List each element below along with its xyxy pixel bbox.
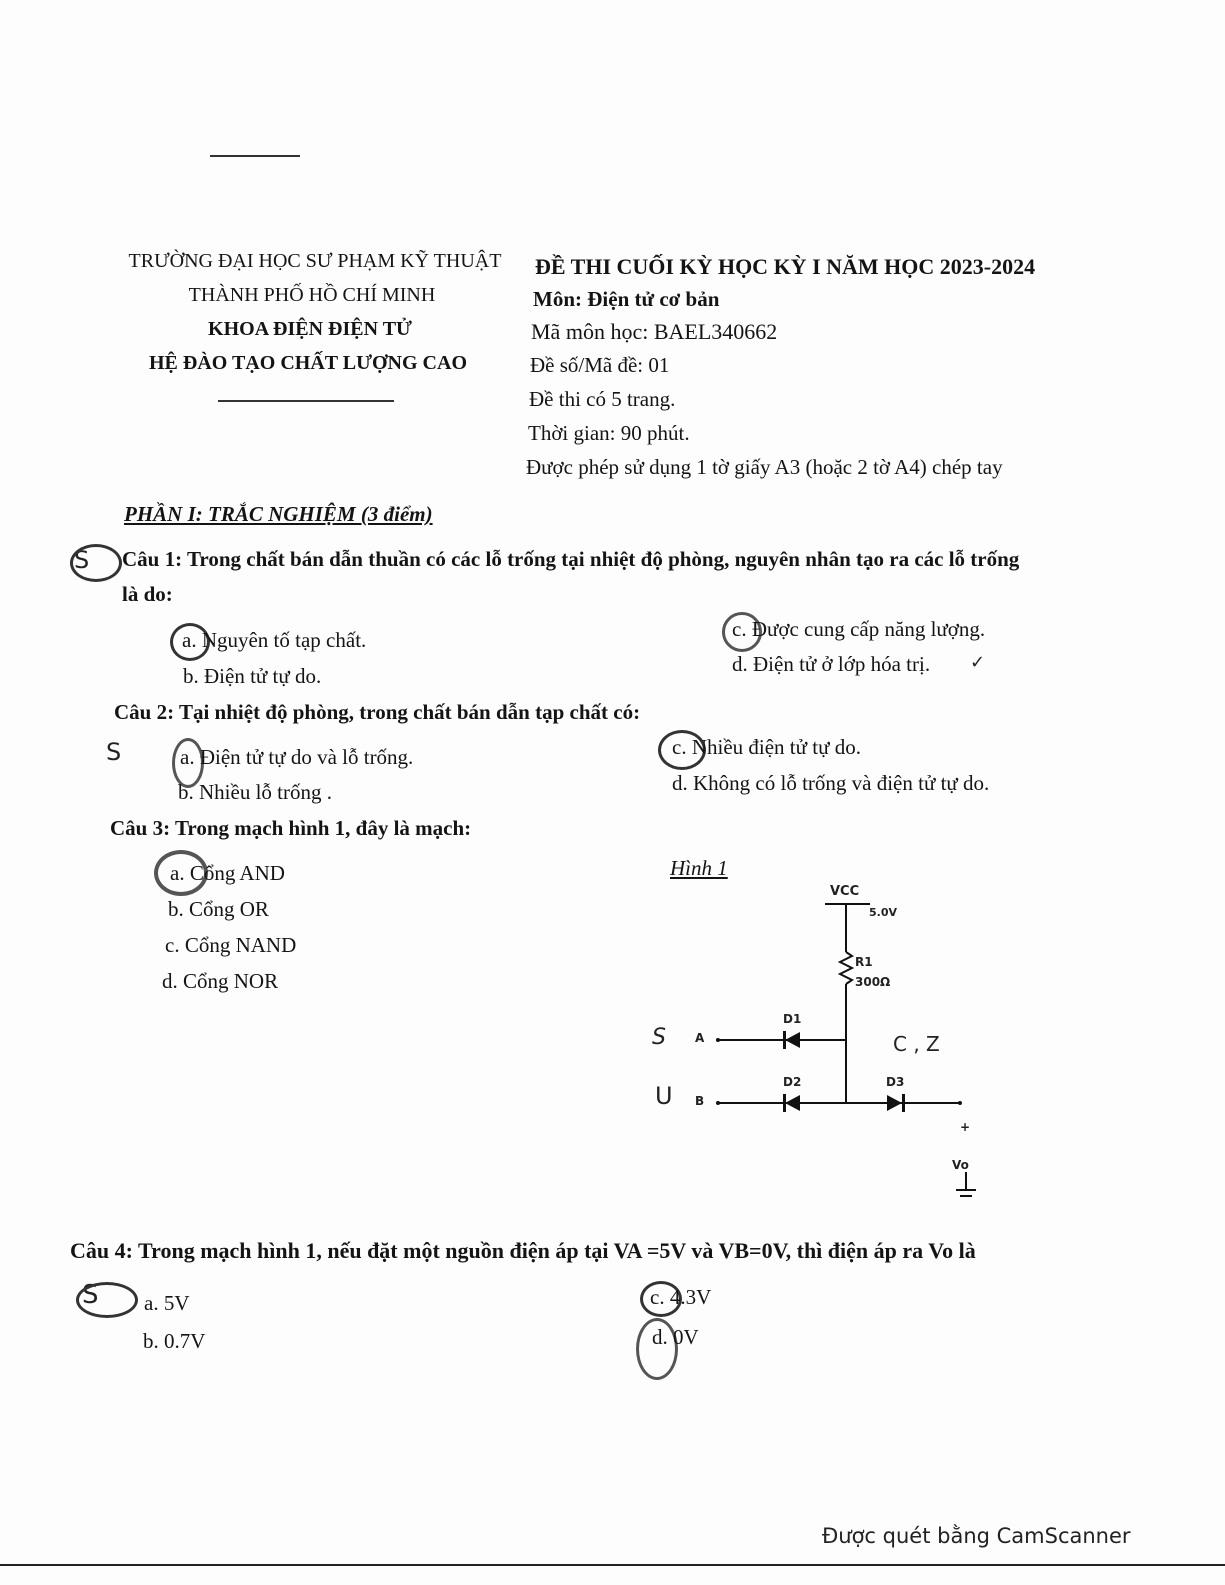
q3-option-b: b. Cổng OR: [168, 897, 269, 921]
q2-option-a: a. Điện tử tự do và lỗ trống.: [180, 745, 414, 769]
handwritten-s: S: [82, 1280, 99, 1310]
q4-option-a: a. 5V: [144, 1291, 190, 1315]
exam-number: Đề số/Mã đề: 01: [530, 353, 670, 377]
figure-caption: Hình 1: [670, 856, 728, 880]
allowed-materials: Được phép sử dụng 1 tờ giấy A3 (hoặc 2 tờ A4) chép tay: [526, 455, 1003, 479]
handwritten-circle: [70, 544, 122, 582]
program-name: HỆ ĐÀO TẠO CHẤT LƯỢNG CAO: [149, 352, 467, 374]
q4-option-c: c. 4.3V: [650, 1285, 712, 1309]
handwritten-note: S: [652, 1025, 666, 1050]
check-icon: ✓: [970, 652, 986, 673]
city-name: THÀNH PHỐ HỒ CHÍ MINH: [188, 284, 436, 306]
q2-option-d: d. Không có lỗ trống và điện tử tự do.: [672, 771, 990, 795]
handwritten-note: U: [655, 1082, 673, 1110]
d1-label: D1: [783, 1012, 802, 1026]
q4-option-b: b. 0.7V: [143, 1329, 206, 1353]
vo-label: Vo: [952, 1158, 969, 1172]
exam-title: ĐỀ THI CUỐI KỲ HỌC KỲ I NĂM HỌC 2023-2024: [535, 254, 1036, 279]
q1-option-d: d. Điện tử ở lớp hóa trị.: [732, 652, 931, 676]
input-a-label: A: [695, 1031, 705, 1045]
r1-label: R1: [855, 955, 873, 969]
school-name: TRƯỜNG ĐẠI HỌC SƯ PHẠM KỸ THUẬT: [128, 250, 502, 272]
handwritten-note: C , Z: [893, 1032, 940, 1056]
handwritten-s: S: [74, 546, 90, 574]
q3-option-d: d. Cổng NOR: [162, 969, 279, 993]
r1-value: 300Ω: [855, 975, 891, 989]
q1-stem: Câu 1: Trong chất bán dẫn thuần có các lỗ trống tại nhiệt độ phòng, nguyên nhân tạo ra các lỗ trống: [122, 547, 1020, 571]
q4-stem: Câu 4: Trong mạch hình 1, nếu đặt một nguồn điện áp tại VA =5V và VB=0V, thì điện áp ra Vo là: [70, 1238, 976, 1263]
subject: Môn: Điện tử cơ bản: [533, 287, 720, 311]
q4-option-d: d. 0V: [652, 1325, 699, 1349]
q3-option-c: c. Cổng NAND: [165, 933, 297, 957]
duration: Thời gian: 90 phút.: [528, 421, 690, 445]
q1-option-b: b. Điện tử tự do.: [183, 664, 322, 688]
plus-sign: +: [960, 1120, 971, 1134]
d3-label: D3: [886, 1075, 905, 1089]
bottom-edge: [0, 1564, 1225, 1566]
faculty-name: KHOA ĐIỆN ĐIỆN TỬ: [208, 318, 412, 340]
page-count: Đề thi có 5 trang.: [529, 387, 676, 411]
vcc-value: 5.0V: [869, 906, 897, 919]
d2-label: D2: [783, 1075, 802, 1089]
vcc-label: VCC: [830, 884, 860, 899]
diode-d3: [887, 1095, 902, 1111]
diode-d1: [785, 1032, 800, 1048]
q2-option-b: b. Nhiều lỗ trống .: [178, 780, 332, 804]
q2-option-c: c. Nhiều điện tử tự do.: [672, 735, 861, 759]
handwritten-circle: [76, 1282, 138, 1318]
q3-option-a: a. Cổng AND: [170, 861, 285, 885]
section-title: PHẦN I: TRẮC NGHIỆM (3 điểm): [124, 502, 433, 526]
q1-option-a: a. Nguyên tố tạp chất.: [182, 628, 367, 652]
q2-stem: Câu 2: Tại nhiệt độ phòng, trong chất bán dẫn tạp chất có:: [114, 700, 641, 724]
q3-stem: Câu 3: Trong mạch hình 1, đây là mạch:: [110, 816, 472, 840]
scan-mark: [210, 155, 300, 157]
q1-stem-cont: là do:: [122, 582, 173, 606]
handwritten-s: S: [106, 738, 122, 766]
input-b-label: B: [695, 1094, 705, 1108]
diode-d2: [785, 1095, 800, 1111]
q1-option-c: c. Được cung cấp năng lượng.: [732, 617, 986, 641]
divider: [218, 400, 394, 402]
scanner-watermark: Được quét bằng CamScanner: [822, 1524, 1131, 1548]
course-code: Mã môn học: BAEL340662: [531, 319, 778, 344]
